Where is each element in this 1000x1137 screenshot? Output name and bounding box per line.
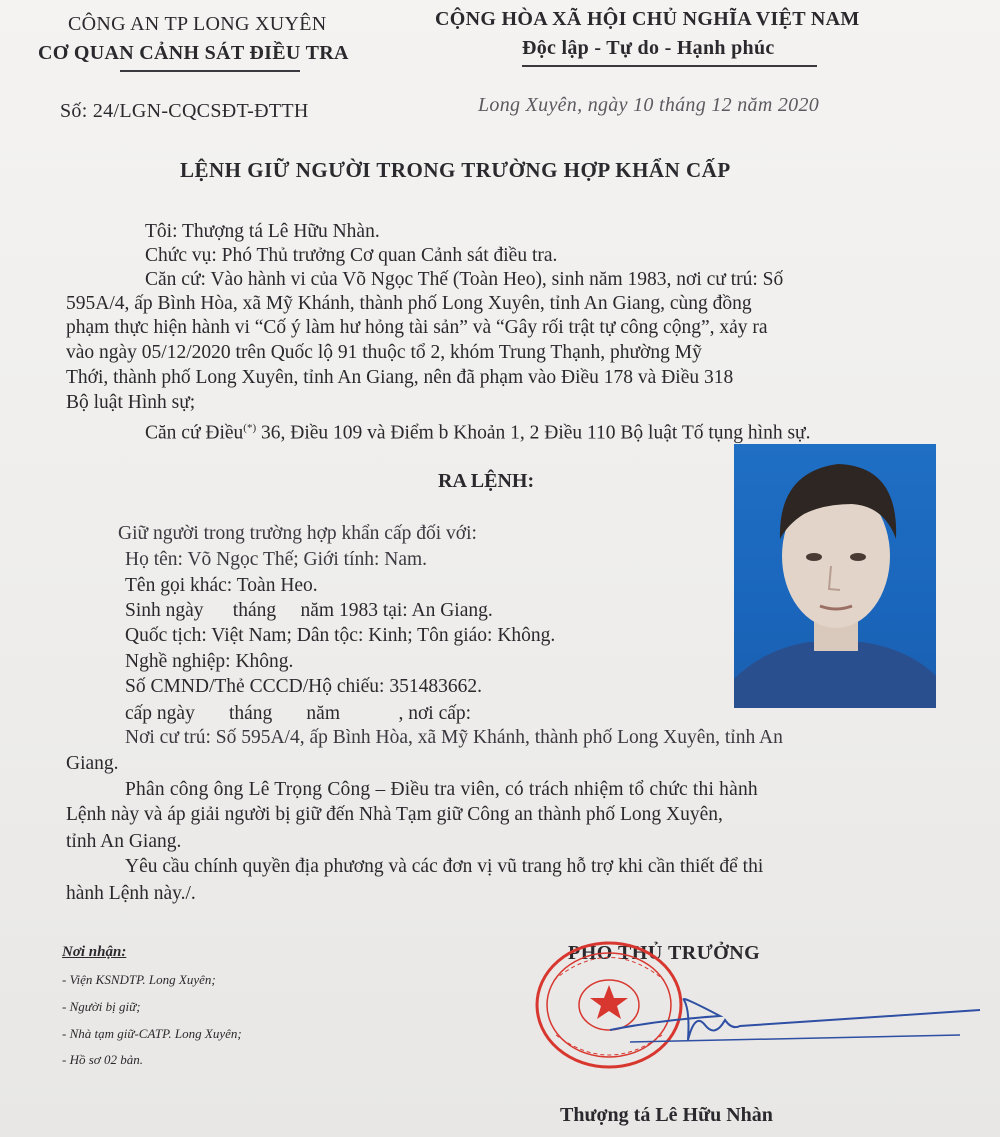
document-number: Số: 24/LGN-CQCSĐT-ĐTTH [60,100,309,122]
order-heading: RA LỆNH: [438,470,535,492]
handwritten-signature [600,990,980,1060]
assignment-line: tỉnh An Giang. [66,831,182,852]
country-name: CỘNG HÒA XÃ HỘI CHỦ NGHĨA VIỆT NAM [435,8,860,30]
recipient-item: - Hồ sơ 02 bản. [62,1052,143,1067]
recipient-item: - Viện KSNDTP. Long Xuyên; [62,972,216,987]
officer-line: Tôi: Thượng tá Lê Hữu Nhàn. [145,221,380,242]
signer-name: Thượng tá Lê Hữu Nhàn [560,1104,773,1126]
order-line: Tên gọi khác: Toàn Heo. [125,575,318,596]
national-motto: Độc lập - Tự do - Hạnh phúc [522,37,775,59]
signer-position: PHÓ THỦ TRƯỞNG [568,942,761,964]
basis-line: Căn cứ: Vào hành vi của Võ Ngọc Thế (Toàn Heo), sinh năm 1983, nơi cư trú: Số [145,269,784,290]
motto-rule [522,65,817,67]
legal-basis-line [145,416,810,446]
recipients-title: Nơi nhận: [62,944,127,960]
agency-name: CÔNG AN TP LONG XUYÊN [68,13,327,35]
legal-basis-superscript: (*) [243,422,257,434]
request-line: hành Lệnh này./. [66,883,196,904]
recipient-item: - Nhà tạm giữ-CATP. Long Xuyên; [62,1026,242,1041]
assignment-line: Lệnh này và áp giải người bị giữ đến Nhà Tạm giữ Công an thành phố Long Xuyên, [66,804,723,825]
order-line: Số CMND/Thẻ CCCD/Hộ chiếu: 351483662. [125,676,482,697]
legal-basis-text: 36, Điều 109 và Điểm b Khoản 1, 2 Điều 110 Bộ luật Tố tụng hình sự. [256,422,811,444]
order-line: Quốc tịch: Việt Nam; Dân tộc: Kinh; Tôn giáo: Không. [125,625,556,646]
order-line: Nơi cư trú: Số 595A/4, ấp Bình Hòa, xã Mỹ Khánh, thành phố Long Xuyên, tỉnh An [125,727,783,748]
assignment-line: Phân công ông Lê Trọng Công – Điều tra viên, có trách nhiệm tổ chức thi hành [125,779,758,800]
document-title: LỆNH GIỮ NGƯỜI TRONG TRƯỜNG HỢP KHẨN CẤP [180,158,731,182]
position-line: Chức vụ: Phó Thủ trưởng Cơ quan Cảnh sát điều tra. [145,245,558,266]
order-line: Giữ người trong trường hợp khẩn cấp đối với: [118,523,477,544]
portrait-image [734,444,936,708]
basis-line: phạm thực hiện hành vi “Cố ý làm hư hỏng tài sản” và “Gây rối trật tự công cộng”, xảy ra [66,317,768,338]
header-left-rule [120,70,300,72]
residence-continuation: Giang. [66,753,119,774]
order-line: Họ tên: Võ Ngọc Thế; Giới tính: Nam. [125,549,428,570]
order-line: Nghề nghiệp: Không. [125,651,294,672]
department-name: CƠ QUAN CẢNH SÁT ĐIỀU TRA [38,42,349,64]
basis-line: Thới, thành phố Long Xuyên, tỉnh An Giang, nên đã phạm vào Điều 178 và Điều 318 [66,367,734,388]
suspect-photo [734,444,936,708]
order-line: cấp ngày tháng năm , nơi cấp: [125,703,472,724]
basis-line: 595A/4, ấp Bình Hòa, xã Mỹ Khánh, thành phố Long Xuyên, tỉnh An Giang, cùng đồng [66,293,752,314]
legal-basis-prefix: Căn cứ Điều [145,422,244,444]
basis-line: vào ngày 05/12/2020 trên Quốc lộ 91 thuộc tổ 2, khóm Trung Thạnh, phường Mỹ [66,342,702,363]
request-line: Yêu cầu chính quyền địa phương và các đơn vị vũ trang hỗ trợ khi cần thiết để thi [125,856,764,877]
place-date: Long Xuyên, ngày 10 tháng 12 năm 2020 [478,94,820,116]
recipient-item: - Người bị giữ; [62,999,141,1014]
basis-line: Bộ luật Hình sự; [66,392,196,413]
order-line: Sinh ngày tháng năm 1983 tại: An Giang. [125,600,493,621]
